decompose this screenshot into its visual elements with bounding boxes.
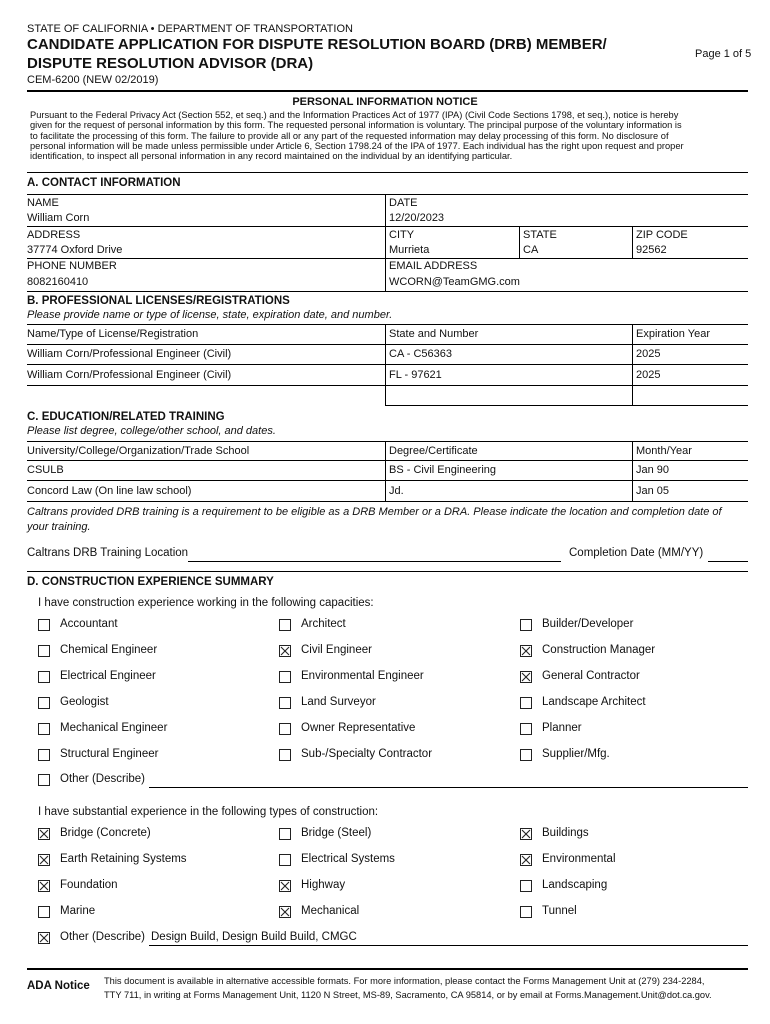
capacity-checkbox-accountant[interactable] <box>38 619 50 631</box>
education-date-field[interactable]: Jan 05 <box>636 485 670 497</box>
license-col-number: State and Number <box>389 328 479 340</box>
capacity-label-land-surveyor: Land Surveyor <box>301 696 376 708</box>
header-rule <box>27 90 748 92</box>
capacity-other-checkbox[interactable] <box>38 774 50 786</box>
license-col-name: Name/Type of License/Registration <box>27 328 199 340</box>
ada-label: ADA Notice <box>27 980 90 992</box>
capacity-checkbox-structural-engineer[interactable] <box>38 749 50 761</box>
rule <box>27 194 748 195</box>
rule <box>27 460 748 461</box>
form-title-line2: DISPUTE RESOLUTION ADVISOR (DRA) <box>27 55 314 72</box>
divider <box>385 324 386 405</box>
type-label-foundation: Foundation <box>60 879 118 891</box>
address-label: ADDRESS <box>27 229 81 241</box>
rule <box>27 364 748 365</box>
type-label-earth-retaining-systems: Earth Retaining Systems <box>60 853 187 865</box>
type-checkbox-bridge-steel[interactable] <box>279 828 291 840</box>
type-checkbox-landscaping[interactable] <box>520 880 532 892</box>
type-other-checkbox[interactable] <box>38 932 50 944</box>
notice-line: Pursuant to the Federal Privacy Act (Section 552, et seq.) and the Information Practices Act of 1977 (IPA) (Civil Code Sections 1798, et seq.), notice is hereby <box>30 110 679 120</box>
notice-rule <box>27 172 748 173</box>
rule <box>27 258 748 259</box>
capacity-label-electrical-engineer: Electrical Engineer <box>60 670 156 682</box>
type-label-environmental: Environmental <box>542 853 616 865</box>
divider <box>385 194 386 291</box>
rule <box>27 441 748 442</box>
ada-line2: TTY 711, in writing at Forms Management Unit, 1120 N Street, MS-89, Sacramento, CA 95814, or by email at Forms.Management.Unit@dot.ca.gov. <box>104 990 712 1000</box>
agency-line: STATE OF CALIFORNIA • DEPARTMENT OF TRANSPORTATION <box>27 23 353 35</box>
capacity-label-landscape-architect: Landscape Architect <box>542 696 646 708</box>
capacity-label-mechanical-engineer: Mechanical Engineer <box>60 722 168 734</box>
education-instruction: Please list degree, college/other school, and dates. <box>27 425 276 437</box>
capacity-checkbox-architect[interactable] <box>279 619 291 631</box>
capacity-checkbox-sub-specialty-contractor[interactable] <box>279 749 291 761</box>
type-checkbox-buildings[interactable] <box>520 828 532 840</box>
license-col-year: Expiration Year <box>636 328 710 340</box>
capacity-label-supplier-mfg: Supplier/Mfg. <box>542 748 610 760</box>
rule <box>27 385 748 386</box>
training-location-label: Caltrans DRB Training Location <box>27 547 189 559</box>
types-intro: I have substantial experience in the following types of construction: <box>38 806 379 818</box>
capacity-label-owner-representative: Owner Representative <box>301 722 416 734</box>
education-col-school: University/College/Organization/Trade School <box>27 445 250 457</box>
capacity-other-underline <box>149 787 748 788</box>
capacity-checkbox-land-surveyor[interactable] <box>279 697 291 709</box>
email-field[interactable]: WCORN@TeamGMG.com <box>389 276 520 288</box>
type-checkbox-electrical-systems[interactable] <box>279 854 291 866</box>
name-label: NAME <box>27 197 59 209</box>
licenses-heading: B. PROFESSIONAL LICENSES/REGISTRATIONS <box>27 295 290 307</box>
license-number-field[interactable]: CA - C56363 <box>389 348 452 360</box>
type-label-bridge-steel: Bridge (Steel) <box>301 827 372 839</box>
type-checkbox-earth-retaining-systems[interactable] <box>38 854 50 866</box>
type-label-bridge-concrete: Bridge (Concrete) <box>60 827 151 839</box>
zip-label: ZIP CODE <box>636 229 688 241</box>
education-school-field[interactable]: Concord Law (On line law school) <box>27 485 192 497</box>
rule <box>385 405 748 406</box>
license-name-field[interactable]: William Corn/Professional Engineer (Civil) <box>27 369 232 381</box>
capacity-label-civil-engineer: Civil Engineer <box>301 644 372 656</box>
notice-line: identification, to inspect all personal information in any record maintained on the individual by an identifying particular. <box>30 151 513 162</box>
type-label-landscaping: Landscaping <box>542 879 608 891</box>
capacity-checkbox-general-contractor[interactable] <box>520 671 532 683</box>
notice-line: to facilitate the processing of this form. The failure to provide all or any part of the requested information may delay processing of this form. No disclosure of <box>30 130 669 141</box>
capacity-checkbox-geologist[interactable] <box>38 697 50 709</box>
divider <box>385 441 386 501</box>
training-location-underline <box>188 561 561 562</box>
state-field[interactable]: CA <box>523 244 539 256</box>
notice-line: given for the request of personal information by this form. The requested personal information is voluntary. The principal purpose of the voluntary information is <box>30 120 682 131</box>
address-field[interactable]: 37774 Oxford Drive <box>27 244 123 256</box>
capacity-label-sub-specialty-contractor: Sub-/Specialty Contractor <box>301 748 433 760</box>
rule <box>27 291 748 292</box>
type-checkbox-highway[interactable] <box>279 880 291 892</box>
type-checkbox-foundation[interactable] <box>38 880 50 892</box>
education-school-field[interactable]: CSULB <box>27 464 64 476</box>
city-field[interactable]: Murrieta <box>389 244 430 256</box>
education-col-degree: Degree/Certificate <box>389 445 478 457</box>
rule <box>27 480 748 481</box>
capacity-label-architect: Architect <box>301 618 346 630</box>
type-other-field[interactable]: Design Build, Design Build Build, CMGC <box>151 931 357 943</box>
rule <box>27 324 748 325</box>
experience-heading: D. CONSTRUCTION EXPERIENCE SUMMARY <box>27 576 274 588</box>
rule <box>27 344 748 345</box>
email-label: EMAIL ADDRESS <box>389 260 478 272</box>
capacity-label-construction-manager: Construction Manager <box>542 644 656 656</box>
capacity-checkbox-electrical-engineer[interactable] <box>38 671 50 683</box>
name-field[interactable]: William Corn <box>27 212 90 224</box>
license-year-field[interactable]: 2025 <box>636 369 661 381</box>
type-label-tunnel: Tunnel <box>542 905 577 917</box>
license-name-field[interactable]: William Corn/Professional Engineer (Civil) <box>27 348 232 360</box>
divider <box>632 226 633 258</box>
divider <box>519 226 520 258</box>
capacity-other-label: Other (Describe) <box>60 773 145 785</box>
licenses-instruction: Please provide name or type of license, state, expiration date, and number. <box>27 309 393 321</box>
contact-heading: A. CONTACT INFORMATION <box>27 177 181 189</box>
rule <box>27 501 748 502</box>
completion-date-label: Completion Date (MM/YY) <box>569 547 704 559</box>
capacity-checkbox-planner[interactable] <box>520 723 532 735</box>
notice-line: personal information will be made unless permissible under Article 6, Section 1798.24 of the IPA of 1977. Each individual has the right upon request and proper <box>30 140 684 151</box>
capacity-checkbox-environmental-engineer[interactable] <box>279 671 291 683</box>
capacity-label-general-contractor: General Contractor <box>542 670 640 682</box>
completion-date-underline <box>708 561 748 562</box>
type-other-label: Other (Describe) <box>60 931 145 943</box>
capacity-label-builder-developer: Builder/Developer <box>542 618 634 630</box>
training-note-line1: Caltrans provided DRB training is a requirement to be eligible as a DRB Member or a DRA. Please indicate the location and completion date of <box>27 506 722 518</box>
type-label-highway: Highway <box>301 879 346 891</box>
date-label: DATE <box>389 197 418 209</box>
divider <box>632 441 633 501</box>
license-year-field[interactable]: 2025 <box>636 348 661 360</box>
capacity-label-geologist: Geologist <box>60 696 109 708</box>
type-checkbox-tunnel[interactable] <box>520 906 532 918</box>
zip-field[interactable]: 92562 <box>636 244 667 256</box>
capacity-checkbox-civil-engineer[interactable] <box>279 645 291 657</box>
capacity-checkbox-owner-representative[interactable] <box>279 723 291 735</box>
section-rule <box>27 571 748 572</box>
education-col-date: Month/Year <box>636 445 692 457</box>
ada-line1: This document is available in alternative accessible formats. For more information, please contact the Forms Management Unit at (279) 234-2284, <box>104 976 705 986</box>
form-title-line1: CANDIDATE APPLICATION FOR DISPUTE RESOLUTION BOARD (DRB) MEMBER/ <box>27 36 607 53</box>
type-checkbox-bridge-concrete[interactable] <box>38 828 50 840</box>
form-number: CEM-6200 (NEW 02/2019) <box>27 74 159 86</box>
type-label-marine: Marine <box>60 905 96 917</box>
capacity-checkbox-construction-manager[interactable] <box>520 645 532 657</box>
capacity-label-planner: Planner <box>542 722 582 734</box>
page-number: Page 1 of 5 <box>695 48 752 60</box>
capacity-label-chemical-engineer: Chemical Engineer <box>60 644 158 656</box>
capacity-label-structural-engineer: Structural Engineer <box>60 748 159 760</box>
state-label: STATE <box>523 229 557 241</box>
phone-field[interactable]: 8082160410 <box>27 276 89 288</box>
education-degree-field[interactable]: Jd. <box>389 485 404 497</box>
type-label-mechanical: Mechanical <box>301 905 360 917</box>
type-checkbox-environmental[interactable] <box>520 854 532 866</box>
notice-body <box>30 110 684 161</box>
city-label: CITY <box>389 229 415 241</box>
capacity-checkbox-builder-developer[interactable] <box>520 619 532 631</box>
type-checkbox-marine[interactable] <box>38 906 50 918</box>
notice-title: PERSONAL INFORMATION NOTICE <box>292 96 478 108</box>
training-note-line2: your training. <box>27 521 91 533</box>
license-number-field[interactable]: FL - 97621 <box>389 369 442 381</box>
type-label-buildings: Buildings <box>542 827 589 839</box>
capacity-checkbox-chemical-engineer[interactable] <box>38 645 50 657</box>
capacity-checkbox-landscape-architect[interactable] <box>520 697 532 709</box>
type-label-electrical-systems: Electrical Systems <box>301 853 395 865</box>
type-other-underline <box>149 945 748 946</box>
phone-label: PHONE NUMBER <box>27 260 117 272</box>
rule <box>27 226 748 227</box>
capacity-checkbox-mechanical-engineer[interactable] <box>38 723 50 735</box>
footer-rule <box>27 968 748 970</box>
capacities-intro: I have construction experience working in the following capacities: <box>38 597 374 609</box>
education-degree-field[interactable]: BS - Civil Engineering <box>389 464 496 476</box>
capacity-checkbox-supplier-mfg[interactable] <box>520 749 532 761</box>
capacity-label-accountant: Accountant <box>60 618 118 630</box>
divider <box>632 324 633 405</box>
type-checkbox-mechanical[interactable] <box>279 906 291 918</box>
education-heading: C. EDUCATION/RELATED TRAINING <box>27 411 225 423</box>
capacity-label-environmental-engineer: Environmental Engineer <box>301 670 424 682</box>
date-field[interactable]: 12/20/2023 <box>389 212 445 224</box>
education-date-field[interactable]: Jan 90 <box>636 464 670 476</box>
